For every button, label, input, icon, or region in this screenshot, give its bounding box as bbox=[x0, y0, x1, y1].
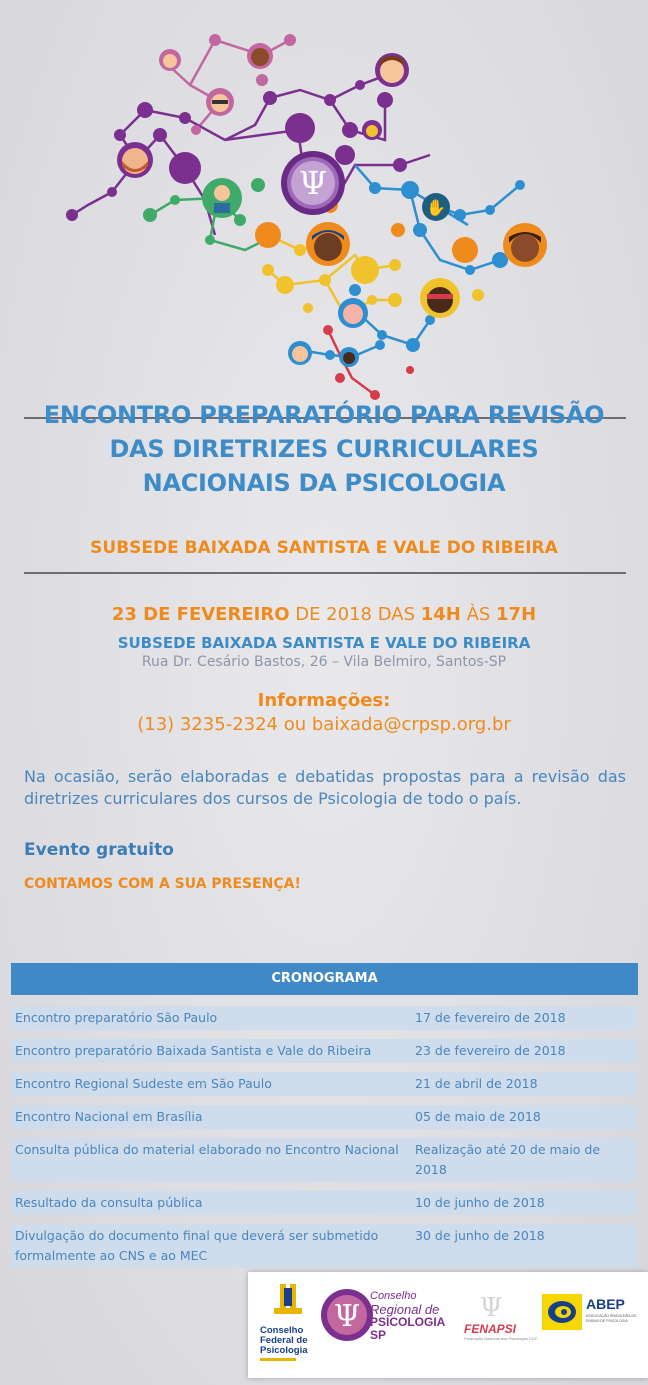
event-title bbox=[0, 398, 648, 500]
cfp-emblem-icon bbox=[260, 1282, 320, 1322]
crp-psi-icon bbox=[320, 1286, 374, 1344]
title-line-3: NACIONAIS DA PSICOLOGIA bbox=[142, 469, 506, 497]
crp-line-2: Regional de bbox=[370, 1302, 440, 1317]
svg-text:✋: ✋ bbox=[426, 198, 446, 217]
crp-line-1: Conselho bbox=[370, 1290, 417, 1302]
date-day: 23 DE FEVEREIRO bbox=[111, 604, 290, 625]
event-subtitle: SUBSEDE BAIXADA SANTISTA E VALE DO RIBEIRA bbox=[90, 538, 558, 558]
row-date: 17 de fevereiro de 2018 bbox=[415, 1010, 566, 1025]
title-line-2: DAS DIRETRIZES CURRICULARES bbox=[109, 435, 539, 463]
presence-label: CONTAMOS COM A SUA PRESENÇA! bbox=[24, 876, 301, 892]
free-event-label: Evento gratuito bbox=[24, 840, 174, 860]
abep-tagline: ASSOCIAÇÃO BRASILEIRA DE ENSINO DE PSICOLOGIA bbox=[586, 1314, 637, 1323]
cfp-line-3: Psicologia bbox=[260, 1345, 308, 1356]
network-illustration bbox=[0, 0, 648, 400]
row-event: Encontro preparatório São Paulo bbox=[15, 1010, 218, 1025]
table-row bbox=[11, 1006, 638, 1030]
fenapsi-tagline: Federação Nacional dos Psicólogos CUT bbox=[464, 1336, 538, 1341]
fenapsi-psi-icon bbox=[464, 1294, 518, 1318]
table-row bbox=[11, 1105, 638, 1129]
cfp-line-1: Conselho bbox=[260, 1325, 304, 1336]
row-date: Realização até 20 de maio de 2018 bbox=[415, 1142, 601, 1177]
bottom-divider bbox=[24, 572, 626, 574]
svg-text:Ψ: Ψ bbox=[479, 1294, 503, 1318]
table-row bbox=[11, 1138, 638, 1182]
schedule-table bbox=[11, 963, 638, 1268]
date-year: DE 2018 DAS bbox=[289, 604, 421, 625]
info-label: Informações: bbox=[257, 690, 391, 711]
table-row bbox=[11, 1191, 638, 1215]
crp-logo bbox=[320, 1286, 460, 1356]
row-event: Resultado da consulta pública bbox=[15, 1195, 203, 1210]
row-date: 23 de fevereiro de 2018 bbox=[415, 1043, 566, 1058]
table-row bbox=[11, 1039, 638, 1063]
table-row bbox=[11, 1072, 638, 1096]
row-event: Encontro Regional Sudeste em São Paulo bbox=[15, 1076, 272, 1091]
abep-emblem-icon bbox=[542, 1294, 582, 1330]
row-event: Consulta pública do material elaborado no Encontro Nacional bbox=[15, 1142, 399, 1157]
fenapsi-logo bbox=[464, 1294, 538, 1354]
event-address: Rua Dr. Cesário Bastos, 26 – Vila Belmiro, Santos-SP bbox=[141, 654, 507, 670]
table-row bbox=[11, 1224, 638, 1268]
time-start: 14H bbox=[420, 604, 461, 625]
row-event: Encontro preparatório Baixada Santista e Vale do Ribeira bbox=[15, 1043, 372, 1058]
psi-emblem bbox=[281, 151, 345, 215]
schedule-header: CRONOGRAMA bbox=[11, 963, 638, 995]
row-date: 21 de abril de 2018 bbox=[415, 1076, 538, 1091]
row-date: 10 de junho de 2018 bbox=[415, 1195, 545, 1210]
time-separator: ÀS bbox=[460, 604, 497, 625]
abep-logo bbox=[542, 1294, 642, 1344]
fenapsi-name: FENAPSI bbox=[464, 1322, 517, 1336]
event-date bbox=[0, 604, 648, 625]
time-end: 17H bbox=[496, 604, 537, 625]
cfp-logo bbox=[260, 1282, 320, 1368]
abep-name: ABEP bbox=[586, 1296, 625, 1312]
row-date: 05 de maio de 2018 bbox=[415, 1109, 541, 1124]
event-venue: SUBSEDE BAIXADA SANTISTA E VALE DO RIBEIRA bbox=[117, 634, 531, 652]
event-description: Na ocasião, serão elaboradas e debatidas propostas para a revisão das diretrizes curriculares dos cursos de Psicologia de todo o país. bbox=[24, 767, 626, 808]
svg-text:Ψ: Ψ bbox=[298, 164, 328, 202]
title-line-1: ENCONTRO PREPARATÓRIO PARA REVISÃO bbox=[43, 401, 605, 429]
row-event: Encontro Nacional em Brasília bbox=[15, 1109, 203, 1124]
partner-logos bbox=[248, 1272, 648, 1378]
info-contact[interactable]: (13) 3235-2324 ou baixada@crpsp.org.br bbox=[137, 714, 511, 735]
row-date: 30 de junho de 2018 bbox=[415, 1228, 545, 1243]
row-event: Divulgação do documento final que deverá ser submetido formalmente ao CNS e ao MEC bbox=[15, 1228, 379, 1263]
cfp-line-2: Federal de bbox=[260, 1335, 308, 1346]
crp-line-3: PSICOLOGIA SP bbox=[370, 1315, 445, 1342]
svg-text:Ψ: Ψ bbox=[333, 1299, 361, 1334]
